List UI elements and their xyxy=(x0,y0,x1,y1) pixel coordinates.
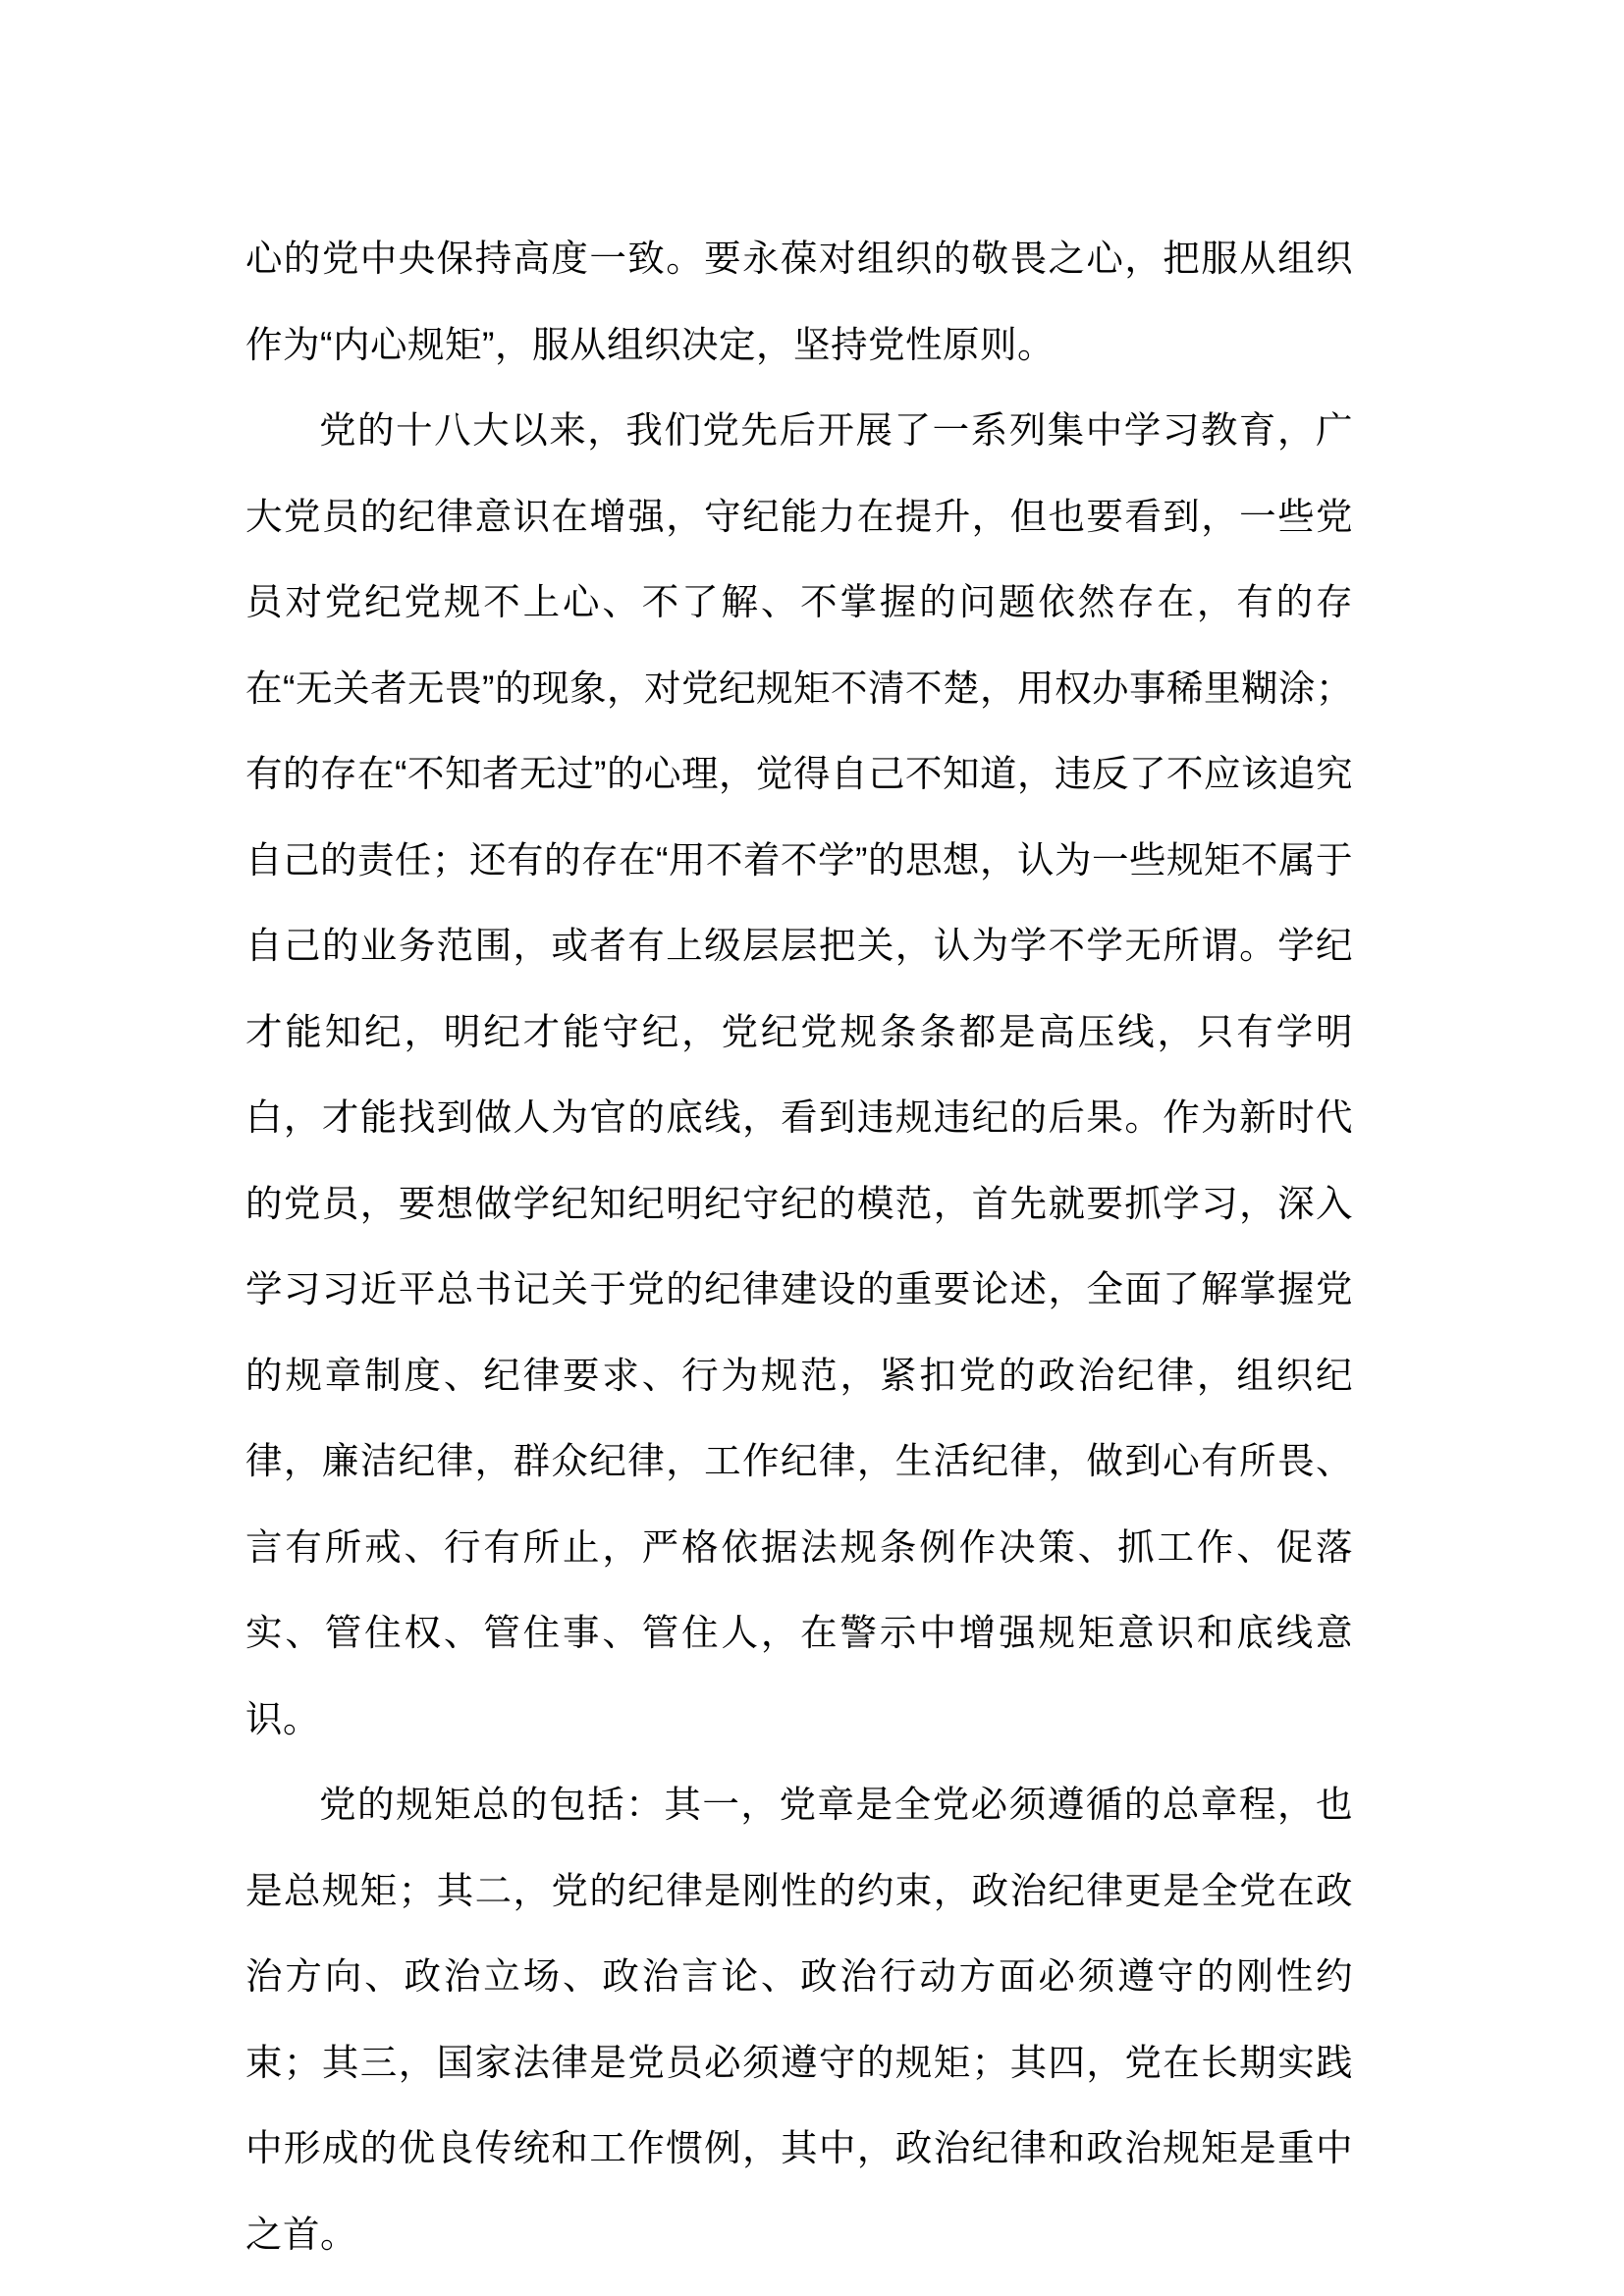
paragraph-3: 党的规矩总的包括：其一，党章是全党必须遵循的总章程，也是总规矩；其二，党的纪律是刚性的约束，政治纪律更是全党在政治方向、政治立场、政治言论、政治行动方面必须遵守的刚性约束；其三，国家法律是党员必须遵守的规矩；其四，党在长期实践中形成的优良传统和工作惯例，其中，政治纪律和政治规矩是重中之首。 xyxy=(245,1784,1353,2255)
paragraph-1: 心的党中央保持高度一致。要永葆对组织的敬畏之心，把服从组织作为“内心规矩”，服从组织决定，坚持党性原则。 xyxy=(245,238,1353,365)
document-body xyxy=(245,216,1353,2277)
paragraph-2: 党的十八大以来，我们党先后开展了一系列集中学习教育，广大党员的纪律意识在增强，守纪能力在提升，但也要看到，一些党员对党纪党规不上心、不了解、不掌握的问题依然存在，有的存在“无关者无畏”的现象，对党纪规矩不清不楚，用权办事稀里糊涂；有的存在“不知者无过”的心理，觉得自己不知道，违反了不应该追究自己的责任；还有的存在“用不着不学”的思想，认为一些规矩不属于自己的业务范围，或者有上级层层把关，认为学不学无所谓。学纪才能知纪，明纪才能守纪，党纪党规条条都是高压线，只有学明白，才能找到做人为官的底线，看到违规违纪的后果。作为新时代的党员，要想做学纪知纪明纪守纪的模范，首先就要抓学习，深入学习习近平总书记关于党的纪律建设的重要论述，全面了解掌握党的规章制度、纪律要求、行为规范，紧扣党的政治纪律，组织纪律，廉洁纪律，群众纪律，工作纪律，生活纪律，做到心有所畏、言有所戒、行有所止，严格依据法规条例作决策、抓工作、促落实、管住权、管住事、管住人，在警示中增强规矩意识和底线意识。 xyxy=(245,409,1353,1739)
